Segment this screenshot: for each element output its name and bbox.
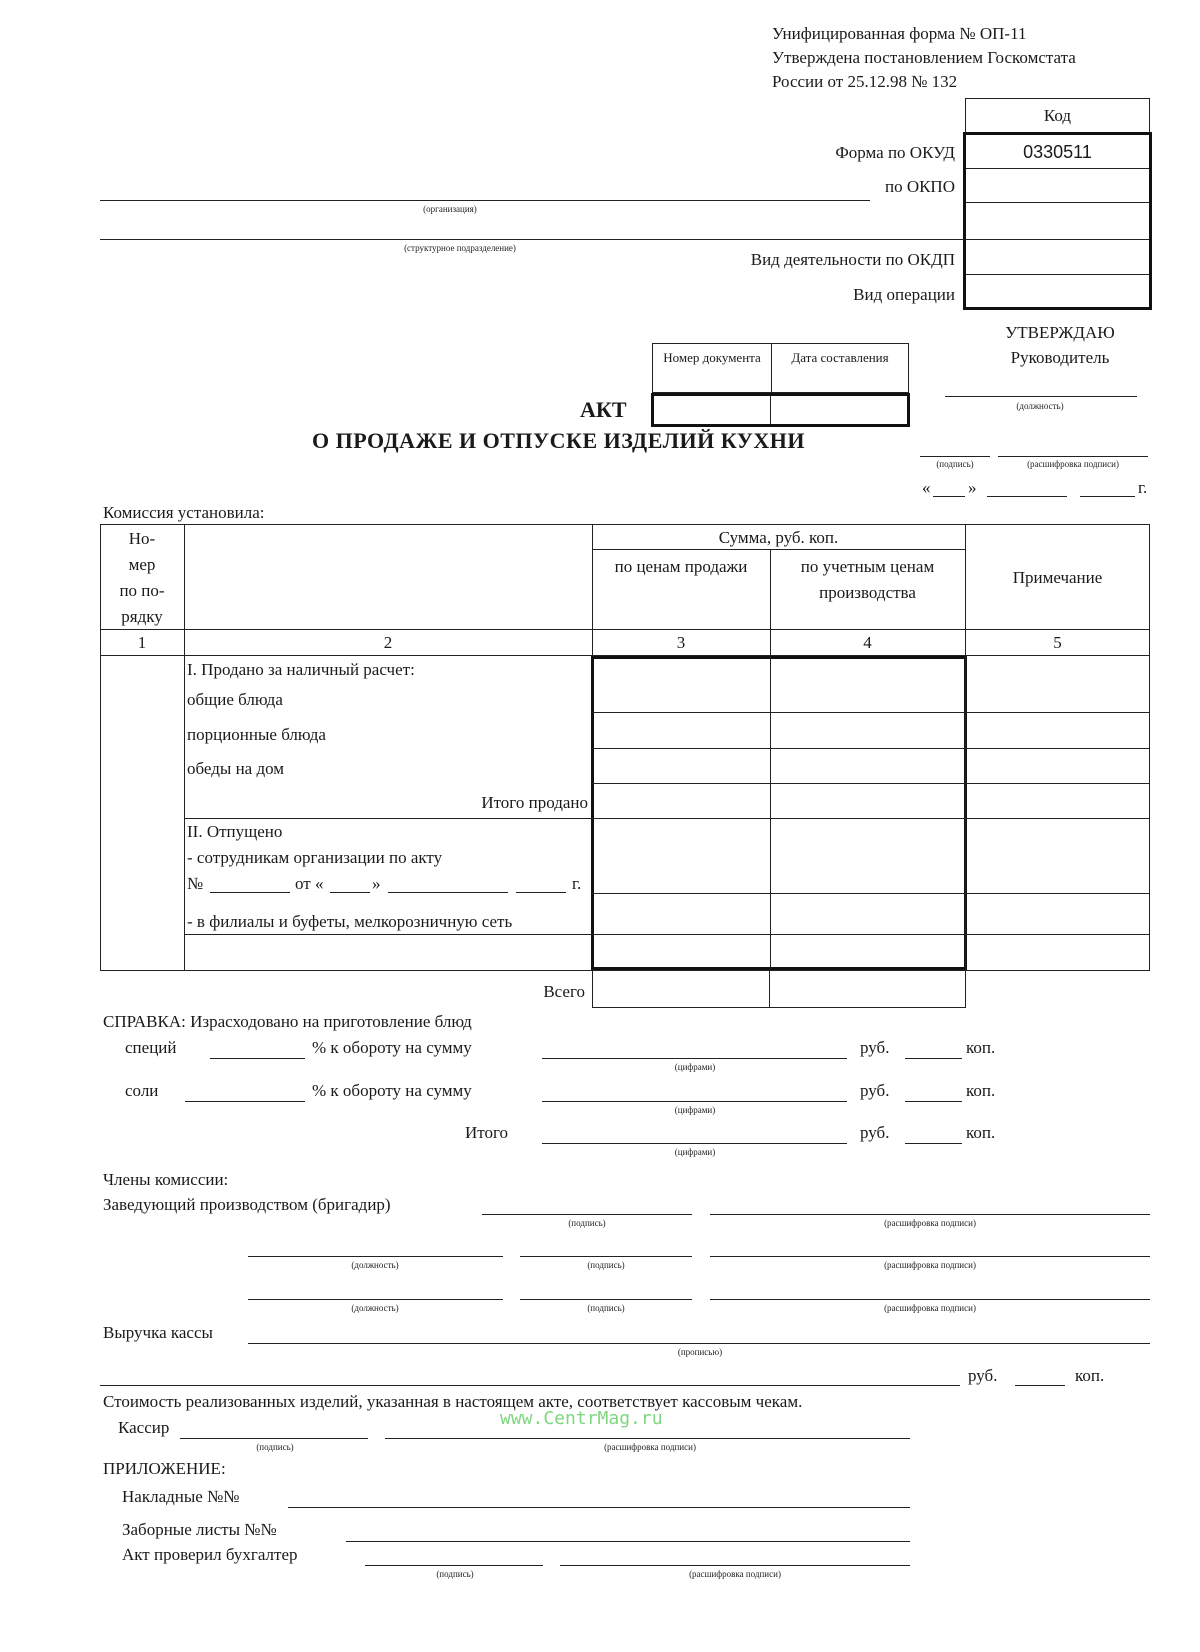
division-field[interactable] (100, 239, 966, 240)
revenue-words-field[interactable] (248, 1343, 1150, 1344)
doc-date-field[interactable] (772, 396, 907, 424)
doc-number-header: Номер документа (652, 343, 772, 393)
grand-total-label: Всего (543, 982, 585, 1001)
salt-amount-field[interactable] (542, 1101, 847, 1102)
salt-kop-field[interactable] (905, 1101, 962, 1102)
approve-text: УТВЕРЖДАЮ (1005, 323, 1115, 342)
accountant-decode-caption: (расшифровка подписи) (689, 1569, 781, 1579)
col-num-2: 2 (383, 633, 393, 652)
head-signature-field[interactable] (920, 456, 990, 457)
col-number-header-line: по по- (119, 581, 165, 600)
spices-label: специй (125, 1038, 177, 1057)
okpo-code-field[interactable] (966, 169, 1149, 202)
position-caption: (должность) (1016, 401, 1064, 411)
signature-caption: (подпись) (936, 459, 974, 469)
division-code-field[interactable] (966, 203, 1149, 239)
approve-year-field[interactable] (1080, 496, 1135, 497)
col-number-header-line: Но- (128, 529, 156, 548)
staff-act-no-label: № (187, 874, 204, 893)
operation-code-field[interactable] (966, 275, 1149, 307)
revenue-words-caption: (прописью) (677, 1347, 723, 1357)
revenue-label: Выручка кассы (103, 1323, 213, 1342)
staff-act-month-field[interactable] (388, 892, 508, 893)
salt-digits-caption: (цифрами) (674, 1105, 716, 1115)
spices-percent-text: % к обороту на сумму (312, 1038, 472, 1057)
sum-header: Сумма, руб. коп. (718, 528, 839, 547)
members-title: Члены комиссии: (103, 1170, 229, 1189)
revenue-rub-label: руб. (968, 1366, 998, 1385)
salt-label: соли (125, 1081, 159, 1100)
date-open-quote: « (922, 478, 931, 497)
col-sale-price-header: по ценам продажи (614, 557, 748, 576)
code-header: Код (965, 98, 1150, 132)
general-sale-cell[interactable] (594, 659, 769, 711)
col-number-header (100, 526, 184, 630)
year-suffix: г. (1138, 478, 1148, 497)
accountant-signature-caption: (подпись) (436, 1569, 474, 1579)
hp-decode-caption: (расшифровка подписи) (884, 1218, 976, 1228)
watermark: www.CentrMag.ru (500, 1408, 663, 1429)
cashier-signature-caption: (подпись) (256, 1442, 294, 1452)
salt-rub-label: руб. (860, 1081, 890, 1100)
cashier-decode-field[interactable] (385, 1438, 910, 1439)
form-header-note (772, 22, 1076, 94)
m1-signature-caption: (подпись) (587, 1260, 625, 1270)
row-total-sold: Итого продано (481, 793, 588, 812)
member1-position-field[interactable] (248, 1256, 503, 1257)
col-num-1: 1 (137, 633, 147, 652)
grand-total-cost-cell[interactable] (769, 970, 966, 1008)
accountant-checked-label: Акт проверил бухгалтер (122, 1545, 298, 1564)
cash-receipt-statement: Стоимость реализованных изделий, указанная в настоящем акте, соответствует кассовым чекам. (103, 1392, 803, 1411)
head-production-decode-field[interactable] (710, 1214, 1150, 1215)
hp-signature-caption: (подпись) (568, 1218, 606, 1228)
cashier-signature-field[interactable] (180, 1438, 368, 1439)
salt-kop-label: коп. (966, 1081, 996, 1100)
form-number-text: Унифицированная форма № ОП-11 (772, 24, 1027, 43)
organization-caption: (организация) (423, 204, 477, 214)
reference-total-kop-field[interactable] (905, 1143, 962, 1144)
member2-decode-field[interactable] (710, 1299, 1150, 1300)
commission-label: Комиссия установила: (103, 503, 265, 522)
row-branches: - в филиалы и буфеты, мелкорозничную сеть (187, 912, 513, 931)
col-note-header: Примечание (1012, 568, 1103, 587)
revenue-kop-label: коп. (1075, 1366, 1105, 1385)
spices-rub-label: руб. (860, 1038, 890, 1057)
member2-position-field[interactable] (248, 1299, 503, 1300)
m2-signature-caption: (подпись) (587, 1303, 625, 1313)
date-close-quote: » (968, 478, 977, 497)
doc-date-header: Дата составления (771, 343, 909, 393)
okpo-label: по ОКПО (884, 177, 955, 196)
member2-signature-field[interactable] (520, 1299, 692, 1300)
okud-label: Форма по ОКУД (835, 143, 955, 162)
staff-act-close-quote: » (372, 874, 381, 893)
invoices-field[interactable] (288, 1507, 910, 1508)
cashier-label: Кассир (118, 1418, 170, 1437)
accountant-signature-field[interactable] (365, 1565, 543, 1566)
head-text: Руководитель (1010, 348, 1110, 367)
invoices-label: Накладные №№ (122, 1487, 240, 1506)
operation-label: Вид операции (853, 285, 955, 304)
total-kop-label: коп. (966, 1123, 996, 1142)
act-title: АКТ (580, 397, 627, 422)
member1-signature-field[interactable] (520, 1256, 692, 1257)
okdp-label: Вид деятельности по ОКДП (750, 250, 955, 269)
reference-total-amount-field[interactable] (542, 1143, 847, 1144)
total-rub-label: руб. (860, 1123, 890, 1142)
appendix-title: ПРИЛОЖЕНИЕ: (103, 1459, 226, 1478)
spices-amount-field[interactable] (542, 1058, 847, 1059)
doc-number-field[interactable] (654, 396, 771, 424)
col-num-5: 5 (1053, 633, 1062, 652)
row-home-dinners: обеды на дом (187, 759, 285, 778)
salt-percent-text: % к обороту на сумму (312, 1081, 472, 1100)
spices-digits-caption: (цифрами) (674, 1062, 716, 1072)
row-staff: - сотрудникам организации по акту (187, 848, 443, 867)
col-number-header-line: рядку (121, 607, 163, 626)
spices-percent-field[interactable] (210, 1058, 305, 1059)
col-number-header-line: мер (128, 555, 156, 574)
spices-kop-field[interactable] (905, 1058, 962, 1059)
division-caption: (структурное подразделение) (404, 243, 516, 253)
head-position-field[interactable] (945, 396, 1137, 397)
revenue-words-field-2[interactable] (100, 1385, 960, 1386)
staff-act-number-field[interactable] (210, 892, 290, 893)
staff-act-year-field[interactable] (516, 892, 566, 893)
col-cost-price-header: по учетным ценам производства (800, 557, 935, 602)
okdp-code-field[interactable] (966, 240, 1149, 274)
reference-total-label: Итого (465, 1123, 509, 1142)
m1-decode-caption: (расшифровка подписи) (884, 1260, 976, 1270)
staff-act-day-field[interactable] (330, 892, 370, 893)
section-1-label: I. Продано за наличный расчет: (187, 660, 415, 679)
head-production-label: Заведующий производством (бригадир) (103, 1195, 391, 1214)
approved-date-text: России от 25.12.98 № 132 (772, 72, 958, 91)
total-digits-caption: (цифрами) (674, 1147, 716, 1157)
general-cost-cell[interactable] (772, 659, 964, 711)
approved-by-text: Утверждена постановлением Госкомстата (772, 48, 1076, 67)
staff-act-from-label: от « (295, 874, 324, 893)
head-production-signature-field[interactable] (482, 1214, 692, 1215)
picking-lists-field[interactable] (346, 1541, 910, 1542)
col-num-3: 3 (676, 633, 686, 652)
m2-decode-caption: (расшифровка подписи) (884, 1303, 976, 1313)
row-portion-dishes: порционные блюда (187, 725, 326, 744)
m1-position-caption: (должность) (351, 1260, 399, 1270)
accountant-decode-field[interactable] (560, 1565, 910, 1566)
decode-caption: (расшифровка подписи) (1027, 459, 1119, 469)
approve-month-field[interactable] (987, 496, 1067, 497)
revenue-kop-field[interactable] (1015, 1385, 1065, 1386)
member1-decode-field[interactable] (710, 1256, 1150, 1257)
head-decode-field[interactable] (998, 456, 1148, 457)
section-2-label: II. Отпущено (187, 822, 283, 841)
act-subtitle: О ПРОДАЖЕ И ОТПУСКЕ ИЗДЕЛИЙ КУХНИ (312, 428, 805, 453)
organization-field[interactable] (100, 200, 870, 201)
approve-day-field[interactable] (933, 496, 965, 497)
m2-position-caption: (должность) (351, 1303, 399, 1313)
col-num-4: 4 (863, 633, 872, 652)
okud-code-field[interactable]: 0330511 (1023, 142, 1092, 162)
spices-kop-label: коп. (966, 1038, 996, 1057)
row-general-dishes: общие блюда (187, 690, 283, 709)
grand-total-sale-cell[interactable] (592, 970, 770, 1008)
salt-percent-field[interactable] (185, 1101, 305, 1102)
reference-title: СПРАВКА: Израсходовано на приготовление блюд (103, 1012, 472, 1031)
picking-lists-label: Заборные листы №№ (122, 1520, 277, 1539)
cashier-decode-caption: (расшифровка подписи) (604, 1442, 696, 1452)
staff-act-year-suffix: г. (572, 874, 582, 893)
